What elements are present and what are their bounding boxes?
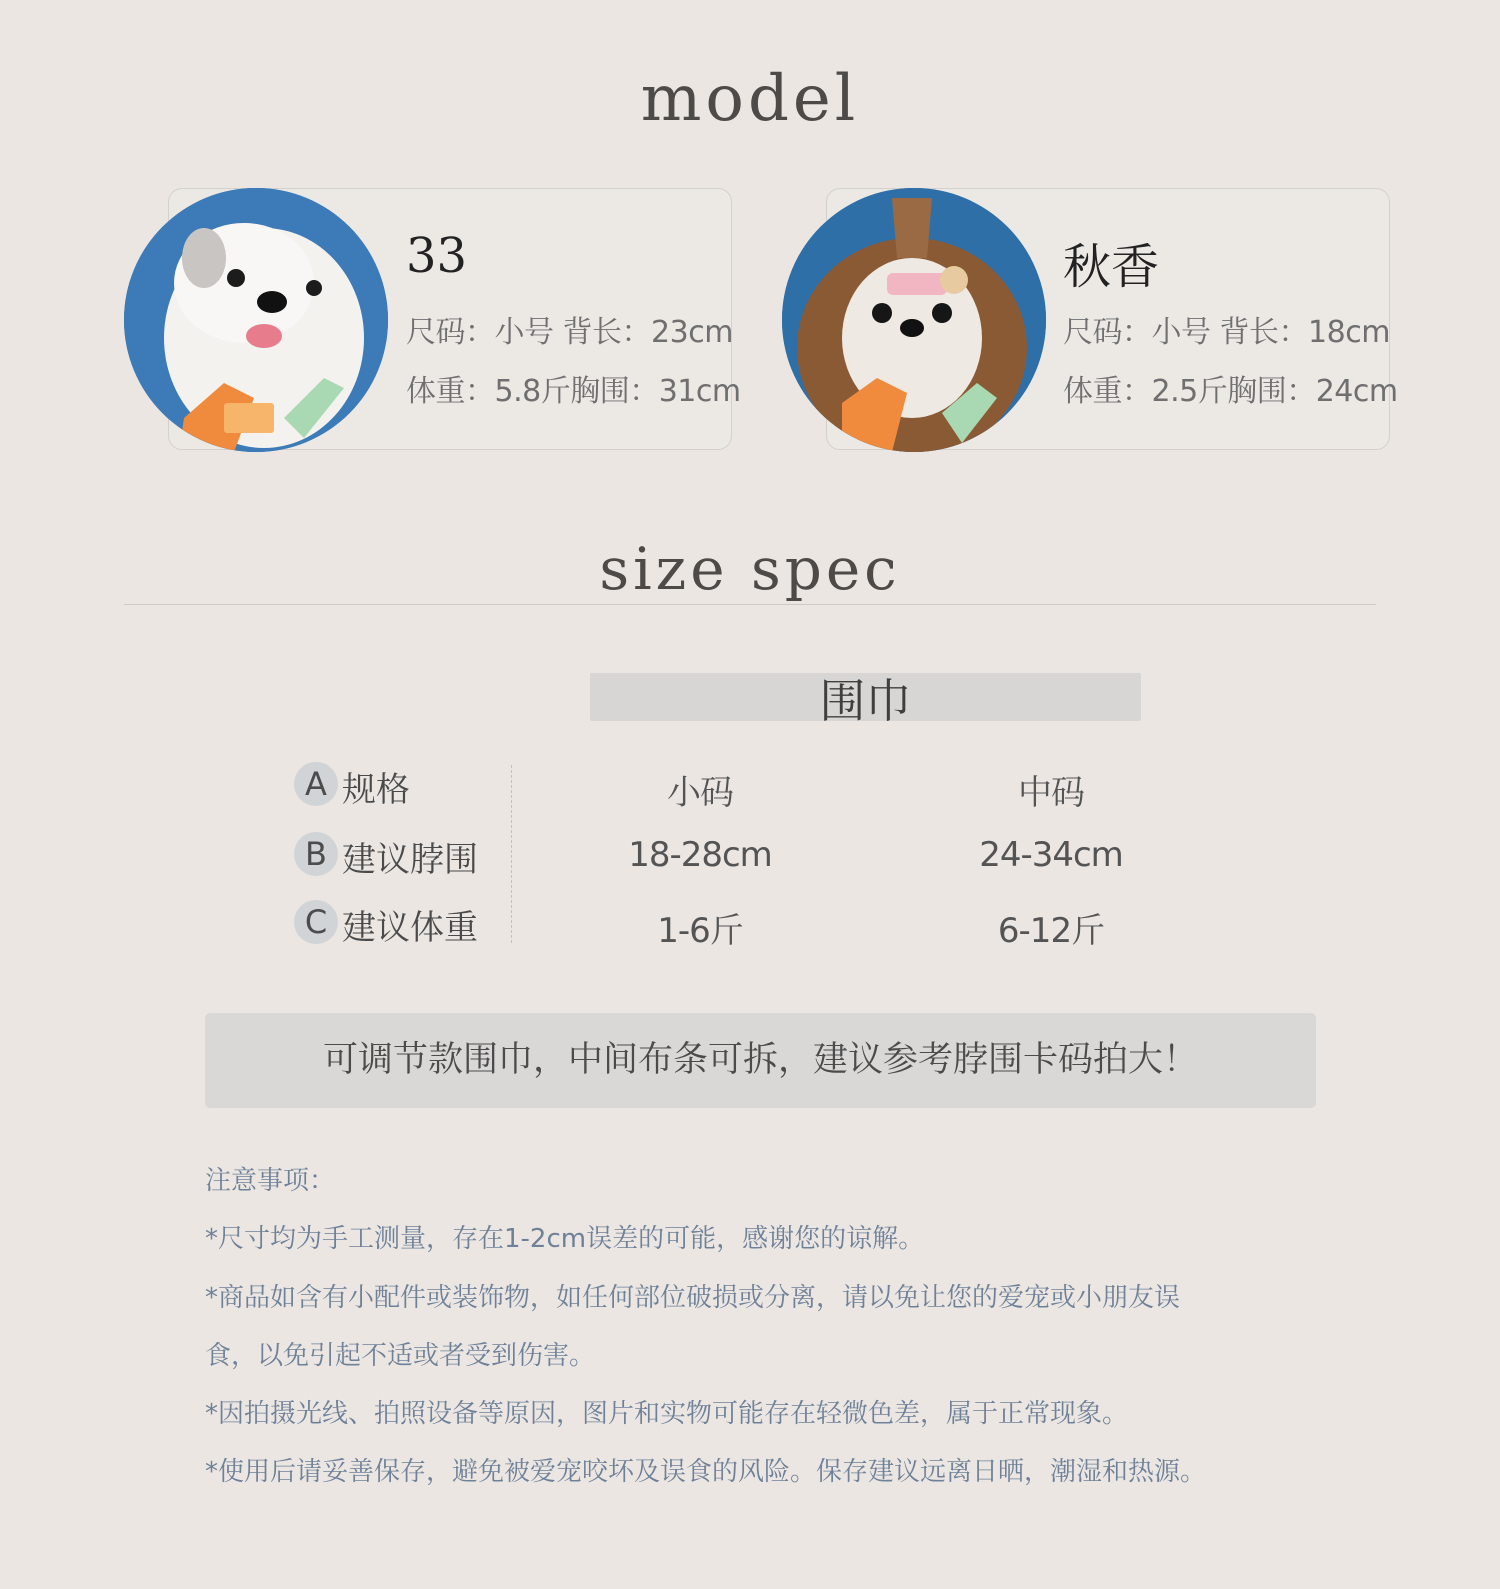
model-section-title: model: [640, 62, 860, 136]
model-size-back-length: 尺码：小号 背长：18cm: [1063, 315, 1390, 350]
note-line: *尺寸均为手工测量，存在1-2cm误差的可能，感谢您的谅解。: [205, 1224, 925, 1254]
model-name: 33: [406, 228, 468, 284]
shih-tzu-dog-photo: [782, 188, 1046, 452]
row-label-weight: 建议体重: [342, 908, 478, 948]
cell-small-neck: 18-28cm: [628, 835, 772, 875]
note-line: 食，以免引起不适或者受到伤害。: [205, 1341, 596, 1371]
note-line: *使用后请妥善保存，避免被爱宠咬坏及误食的风险。保存建议远离日晒，潮湿和热源。: [205, 1457, 1207, 1487]
white-maltese-dog-photo: [124, 188, 388, 452]
row-badge-b: B: [294, 832, 338, 876]
note-line: *因拍摄光线、拍照设备等原因，图片和实物可能存在轻微色差，属于正常现象。: [205, 1399, 1129, 1429]
model-size-back-length: 尺码：小号 背长：23cm: [406, 315, 733, 350]
model-name: 秋香: [1063, 239, 1160, 295]
section-divider-line: [124, 604, 1376, 605]
row-label-spec: 规格: [342, 770, 410, 810]
size-spec-title: size spec: [599, 535, 901, 603]
table-dashed-divider: [511, 765, 512, 943]
row-label-neck: 建议脖围: [342, 840, 478, 880]
cell-medium-weight: 6-12斤: [997, 911, 1105, 951]
product-header-bar: [590, 673, 1141, 728]
model-weight-chest: 体重：5.8斤胸围：31cm: [406, 374, 741, 409]
cell-medium-size: 中码: [1018, 773, 1084, 813]
notes-heading: 注意事项：: [205, 1166, 336, 1196]
cell-small-size: 小码: [667, 773, 733, 813]
model-weight-chest: 体重：2.5斤胸围：24cm: [1063, 374, 1398, 409]
cell-medium-neck: 24-34cm: [979, 835, 1123, 875]
row-badge-c: C: [294, 900, 338, 944]
adjustable-note-banner: 可调节款围巾，中间布条可拆，建议参考脖围卡码拍大！: [205, 1013, 1316, 1108]
cell-small-weight: 1-6斤: [657, 911, 743, 951]
note-line: *商品如含有小配件或装饰物，如任何部位破损或分离，请以免让您的爱宠或小朋友误: [205, 1283, 1181, 1313]
row-badge-a: A: [294, 762, 338, 806]
product-name: 围巾: [819, 674, 912, 728]
